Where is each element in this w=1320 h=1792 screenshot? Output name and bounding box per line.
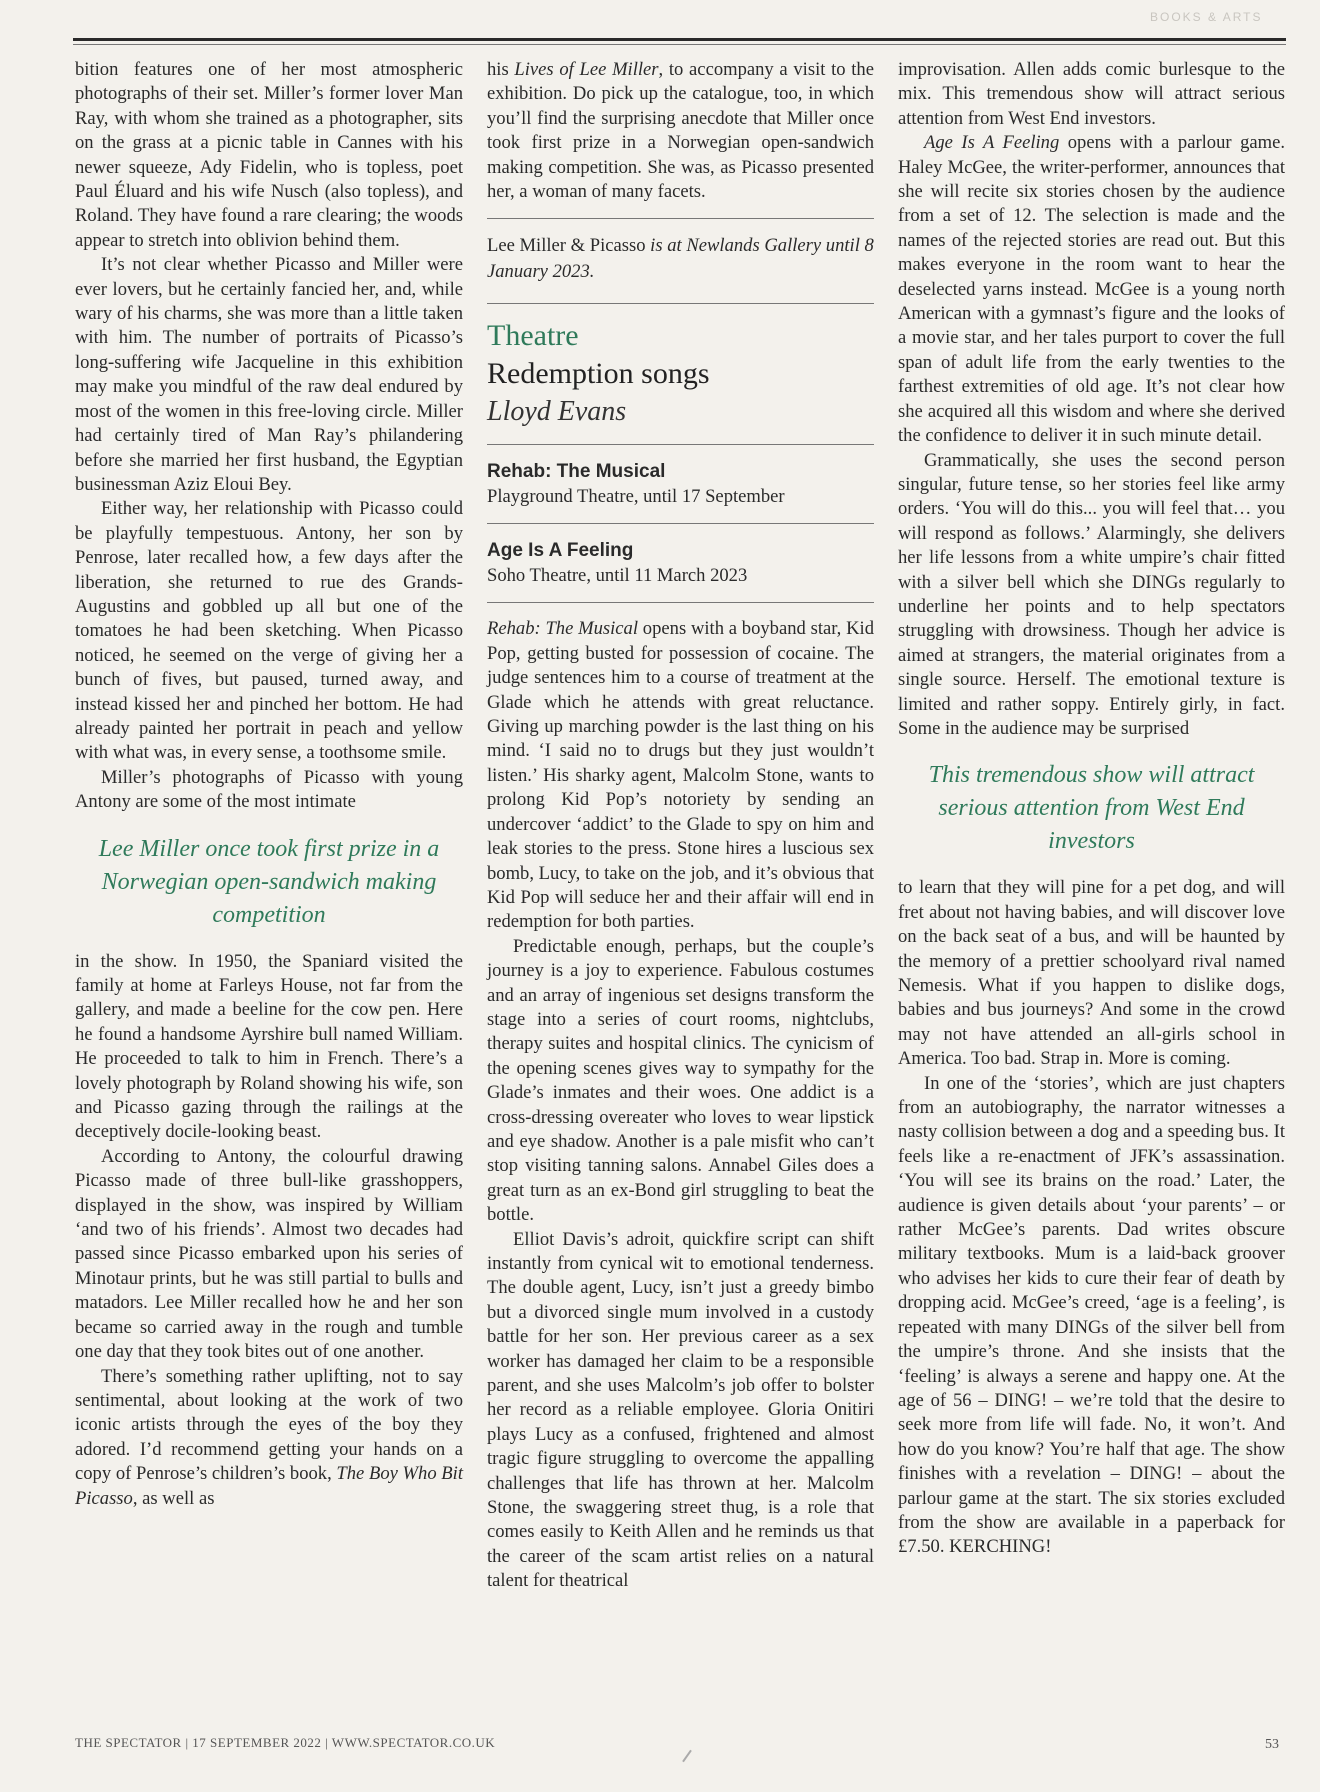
show-title: Age Is A Feeling xyxy=(487,540,634,562)
divider xyxy=(487,444,874,445)
text-run: his xyxy=(487,59,515,80)
exhibition-details: is at Newlands Gallery until 8 January 2023. xyxy=(487,235,874,283)
divider xyxy=(487,218,874,219)
paragraph xyxy=(75,1365,463,1511)
pull-quote: This tremendous show will attract serious attention from West End investors xyxy=(928,762,1255,855)
paragraph: Elliot Davis’s adroit, quickfire script can shift instantly from cynical wit to emotional tenderness. The double agent, Lucy, isn’t just a greedy bimbo but a divorced single mum involved in a custody battle for her son. Her previous career as a sex worker has damaged her claim to be a responsible parent, and she uses Malcolm’s job offer to bolster her record as a reliable employee. Gloria Onitiri plays Lucy as a confused, frightened and almost tragic figure struggling to overcome the appalling challenges that life has thrown at her. Malcolm Stone, the swaggering street thug, is a role that comes easily to Keith Allen and he reminds us that the career of the scam artist relies on a natural talent for theatrical xyxy=(487,1228,874,1592)
column-1 xyxy=(75,58,463,1511)
text-run: There’s something rather uplifting, not to say sentimental, about looking at the work of two iconic artists through the eyes of the boy they adored. I’d recommend getting your hands on a copy of Penrose’s children’s book, xyxy=(75,1365,463,1485)
book-title: The Boy Who Bit Picasso xyxy=(75,1463,464,1509)
paragraph: In one of the ‘stories’, which are just chapters from an autobiography, the narrator witnesses a nasty collision between a dog and a speeding bus. It feels like a re-enactment of JFK’s assassination. ‘You will see its brains on the road.’ Later, the audience is given details about ‘your parents’ – or rather McGee’s parents. Dad writes obscure military textbooks. Mum is a laid-back groover who advises her kids to cure their fear of death by dropping acid. McGee’s creed, ‘age is a feeling’, is repeated with many DINGs of the silver bell from the umpire’s throne. And she insists that the ‘feeling’ is always a serene and happy one. At the age of 56 – DING! – we’re told that the desire to seek more from life will fade. No, it won’t. And how do you know? You’re half that age. The show finishes with a revelation – DING! – about the parlour game at the start. The six stories excluded from the show are available in a paperback for £7.50. KERCHING! xyxy=(898,1072,1285,1558)
paragraph: to learn that they will pine for a pet dog, and will fret about not having babies, and will discover love on the back seat of a bus, and will be haunted by the memory of a prettier schoolyard rival named Nemesis. What if you happen to dislike dogs, babies and bus journeys? And some in the crowd may not have attended an all-girls school in America. Too bad. Strap in. More is coming. xyxy=(898,877,1285,1070)
divider xyxy=(487,523,874,524)
paragraph: According to Antony, the colourful drawing Picasso made of three bull-like grasshoppers, displayed in the show, was inspired by William ‘and two of his friends’. Almost two decades had passed since Picasso embarked upon his series of Minotaur prints, but he was still partial to bulls and matadors. Lee Miller recalled how he and her son became so carried away in the rough and tumble one day that they took bites out of one another. xyxy=(75,1145,463,1363)
paragraph xyxy=(487,58,874,204)
show-venue: Soho Theatre, until 11 March 2023 xyxy=(487,565,748,587)
paragraph: Predictable enough, perhaps, but the couple’s journey is a joy to experience. Fabulous costumes and an array of ingenious set designs transform the stage into a series of court rooms, nightclubs, therapy suites and hospital clinics. The cynicism of the opening scenes gives way to sympathy for the Glade’s inmates and their woes. One addict is a cross-dressing overeater who loves to wear lipstick and eye shadow. Another is a pale misfit who can’t stop visiting tanning salons. Annabel Giles does a great turn as an ex-Bond girl struggling to beat the bottle. xyxy=(487,935,874,1226)
byline: Lloyd Evans xyxy=(487,396,627,428)
show-name: Rehab: The Musical xyxy=(487,618,639,640)
text-run: , as well as xyxy=(132,1487,215,1509)
pull-quote: Lee Miller once took first prize in a Norwegian open-sandwich making competition xyxy=(98,835,440,928)
show-title: Rehab: The Musical xyxy=(487,461,666,483)
paragraph: improvisation. Allen adds comic burlesque to the mix. This tremendous show will attract serious attention from West End investors. xyxy=(898,59,1285,129)
paragraph: bition features one of her most atmospheric photographs of their set. Miller’s former lover Man Ray, with whom she trained as a photographer, sits on the grass at a picnic table in Cannes with his newer squeeze, Ady Fidelin, who is topless, poet Paul Éluard and his wife Nusch (also topless), and Roland. They have found a rare clearing; the woods appear to stretch into oblivion behind them. xyxy=(75,59,463,251)
paragraph: Grammatically, she uses the second person singular, future tense, so her stories feel like army orders. ‘You will do this... you will feel that… you will respond as follows.’ Alarmingly, she delivers her life lessons from a white umpire’s chair fitted with a silver bell which she DINGs regularly to underline her points and to help spectators struggling with drowsiness. Though her advice is aimed at strangers, the material originates from a single source. Herself. The emotional texture is limited and rather soppy. Entirely girly, in fact. Some in the audience may be surprised xyxy=(898,449,1285,739)
exhibition-credit xyxy=(487,233,874,285)
section-heading: Theatre xyxy=(487,319,579,353)
pencil-mark xyxy=(682,1750,692,1763)
paragraph xyxy=(898,131,1285,448)
column-2 xyxy=(487,58,874,1594)
text-run: opens with a parlour game. Haley McGee, the writer-performer, announces that she will recite six stories chosen by the audience from a set of 12. The selection is made and the names of the rejected stories are read out. But this makes everyone in the room want to hear the deselected yarns instead. McGee is a young north American with a gymnast’s figure and the looks of a movie star, and her tales purport to cover the full span of adult life from the early twenties to the farthest extremities of old age. It’s not clear how she acquired all this wisdom and where she derived the confidence to deliver it in such minute detail. xyxy=(898,132,1285,447)
text-run: , to accompany a visit to the exhibition. Do pick up the catalogue, too, in which you’ll find the surprising anecdote that Miller once took first prize in a Norwegian open-sandwich making competition. She was, as Picasso presented her, a woman of many facets. xyxy=(487,59,874,203)
top-rule-thin xyxy=(73,44,1286,45)
article-headline: Redemption songs xyxy=(487,357,710,391)
book-title: Lives of Lee Miller xyxy=(514,59,659,80)
section-label: BOOKS & ARTS xyxy=(1150,10,1263,24)
text-run: opens with a boyband star, Kid Pop, getting busted for possession of cocaine. The judge sentences him to a course of treatment at the Glade which he attends with great reluctance. Giving up marching powder is the last thing on his mind. ‘I said no to drugs but they just wouldn’t listen.’ His sharky agent, Malcolm Stone, wants to prolong Kid Pop’s notoriety by sending an undercover ‘addict’ to the Glade to spy on him and leak stories to the press. Stone hires a luscious sex bomb, Lucy, to take on the job, and it’s obvious that Kid Pop will seduce her and their affair will end in redemption for both parties. xyxy=(487,618,874,933)
top-rule xyxy=(73,38,1286,41)
exhibition-name: Lee Miller & Picasso xyxy=(487,235,646,257)
column-3 xyxy=(898,58,1285,1560)
paragraph: Either way, her relationship with Picasso could be playfully tempestuous. Antony, her son by Penrose, later recalled how, a few days after the liberation, she returned to rue des Grands-Augustins and gobbled up all but one of the tomatoes he had been sketching. When Picasso noticed, he seemed on the verge of giving her a bunch of fives, but paused, turned away, and instead kissed her and pinched her bottom. He had already painted her portrait in peach and yellow with what was, in every sense, a toothsome smile. xyxy=(75,498,463,764)
paragraph: It’s not clear whether Picasso and Miller were ever lovers, but he certainly fancied her, and, while wary of his charms, she was more than a little taken with him. The number of portraits of Picasso’s long-suffering wife Jacqueline in this exhibition may make you mindful of the raw deal endured by most of the women in this free-loving circle. Miller had certainly tired of Man Ray’s philandering before she married her first husband, the Egyptian businessman Aziz Eloui Bey. xyxy=(75,254,463,495)
page-number: 53 xyxy=(1265,1737,1279,1752)
paragraph: Miller’s photographs of Picasso with young Antony are some of the most intimate xyxy=(75,766,463,813)
divider xyxy=(487,602,874,603)
divider xyxy=(487,303,874,304)
footer-masthead: THE SPECTATOR | 17 SEPTEMBER 2022 | WWW.SPECTATOR.CO.UK xyxy=(75,1735,496,1750)
show-name: Age Is A Feeling xyxy=(924,132,1060,154)
paragraph xyxy=(487,617,874,934)
paragraph: in the show. In 1950, the Spaniard visited the family at home at Farleys House, not far from the gallery, and made a beeline for the cow pen. Here he found a handsome Ayrshire bull named William. He proceeded to talk to him in French. There’s a lovely photograph by Roland showing his wife, son and Picasso gazing through the railings at the deceptively docile-looking beast. xyxy=(75,950,463,1143)
show-venue: Playground Theatre, until 17 September xyxy=(487,486,785,508)
